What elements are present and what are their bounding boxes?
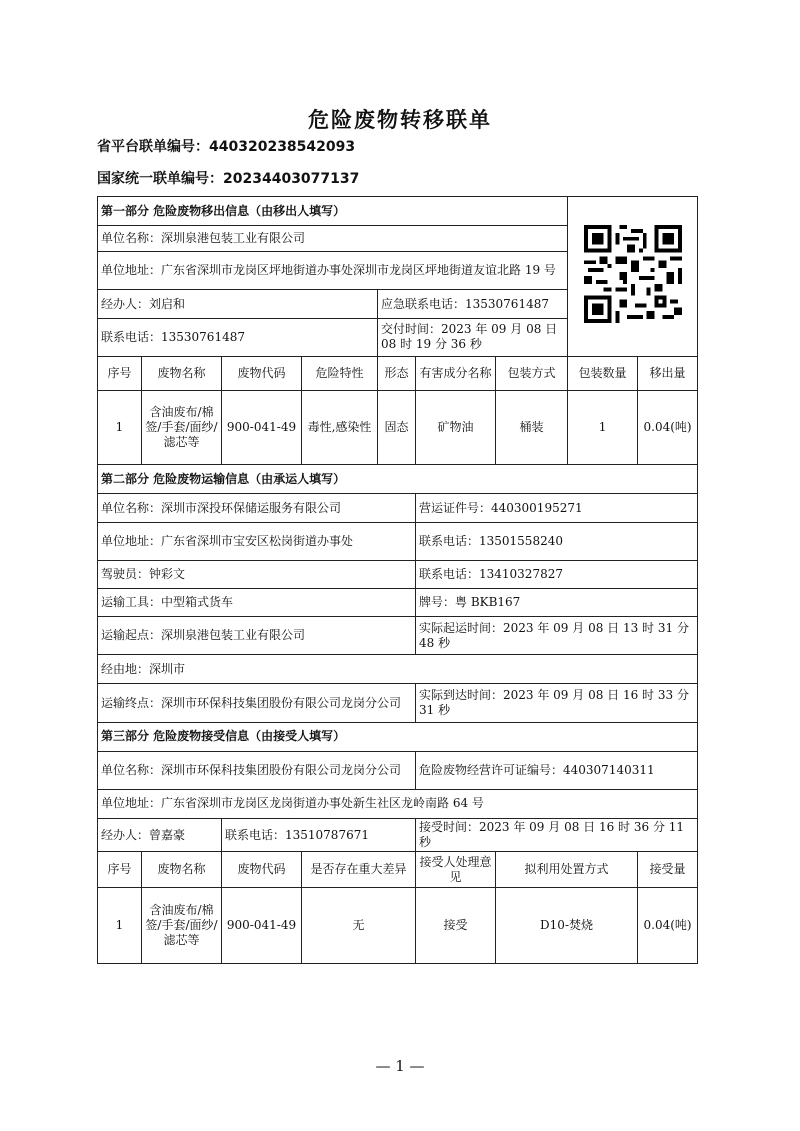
part2-heading: 第二部分 危险废物运输信息（由承运人填写）	[98, 465, 698, 494]
national-number-label: 国家统一联单编号：	[97, 171, 223, 187]
part3-row-cell: 无	[302, 888, 416, 964]
part3-header-cell: 拟利用处置方式	[496, 852, 638, 888]
part1-row-cell: 桶装	[496, 390, 568, 464]
qr-code-cell	[568, 197, 698, 357]
part1-header-cell: 移出量	[638, 356, 698, 390]
part3-unit-name: 单位名称：深圳市环保科技集团股份有限公司龙岗分公司	[98, 751, 416, 789]
part1-header-cell: 序号	[98, 356, 142, 390]
part3-phone: 联系电话：13510787671	[222, 819, 416, 852]
provincial-number-line	[97, 136, 355, 156]
part3-permit-no: 危险废物经营许可证编号：440307140311	[416, 751, 698, 789]
part3-row-cell: 含油废布/棉签/手套/面纱/滤芯等	[142, 888, 222, 964]
part1-header-cell: 废物名称	[142, 356, 222, 390]
part2-driver-phone: 联系电话：13410327827	[416, 560, 698, 588]
part3-header-cell: 接受量	[638, 852, 698, 888]
part2-unit-name: 单位名称：深圳市深投环保储运服务有限公司	[98, 494, 416, 522]
part2-arrival-time: 实际到达时间：2023 年 09 月 08 日 16 时 33 分 31 秒	[416, 684, 698, 722]
part1-handler: 经办人：刘启和	[98, 290, 378, 318]
part3-row-cell: 1	[98, 888, 142, 964]
national-number: 20234403077137	[223, 171, 360, 187]
part1-row-cell: 1	[98, 390, 142, 464]
part2-via: 经由地：深圳市	[98, 655, 698, 684]
part2-end-point: 运输终点：深圳市环保科技集团股份有限公司龙岗分公司	[98, 684, 416, 722]
part1-row-cell: 矿物油	[416, 390, 496, 464]
part1-header-cell: 包装方式	[496, 356, 568, 390]
part3-row-cell: 接受	[416, 888, 496, 964]
part3-header-cell: 序号	[98, 852, 142, 888]
part3-row-cell: 0.04(吨)	[638, 888, 698, 964]
provincial-number-label: 省平台联单编号：	[97, 139, 209, 155]
part1-heading: 第一部分 危险废物移出信息（由移出人填写）	[98, 197, 568, 226]
part3-row-cell: 900-041-49	[222, 888, 302, 964]
part3-handler: 经办人：曾嘉豪	[98, 819, 222, 852]
document-title: 危险废物转移联单	[308, 108, 492, 132]
part1-row-cell: 毒性,感染性	[302, 390, 378, 464]
part1-row-cell: 0.04(吨)	[638, 390, 698, 464]
part1-header-cell: 危险特性	[302, 356, 378, 390]
transfer-form-table	[97, 196, 698, 964]
part1-emergency-phone: 应急联系电话：13530761487	[378, 290, 568, 318]
part2-license-no: 营运证件号：440300195271	[416, 494, 698, 522]
part3-header-cell: 废物代码	[222, 852, 302, 888]
part1-delivery-time: 交付时间：2023 年 09 月 08 日 08 时 19 分 36 秒	[378, 318, 568, 356]
part1-row-cell: 含油废布/棉签/手套/面纱/滤芯等	[142, 390, 222, 464]
part2-unit-address: 单位地址：广东省深圳市宝安区松岗街道办事处	[98, 522, 416, 560]
part2-start-point: 运输起点：深圳泉港包装工业有限公司	[98, 617, 416, 655]
part2-vehicle: 运输工具：中型箱式货车	[98, 588, 416, 616]
part1-row-cell: 900-041-49	[222, 390, 302, 464]
national-number-line	[97, 168, 359, 188]
part1-unit-address: 单位地址：广东省深圳市龙岗区坪地街道办事处深圳市龙岗区坪地街道友谊北路 19 号	[98, 252, 568, 290]
part1-header-cell: 包装数量	[568, 356, 638, 390]
part2-plate: 牌号：粤 BKB167	[416, 588, 698, 616]
part1-phone: 联系电话：13530761487	[98, 318, 378, 356]
part3-heading: 第三部分 危险废物接受信息（由接受人填写）	[98, 722, 698, 751]
page-number: — 1 —	[375, 1057, 425, 1075]
part1-row-cell: 固态	[378, 390, 416, 464]
part2-start-time: 实际起运时间：2023 年 09 月 08 日 13 时 31 分 48 秒	[416, 617, 698, 655]
part1-header-cell: 形态	[378, 356, 416, 390]
part3-header-cell: 接受人处理意见	[416, 852, 496, 888]
part3-unit-address: 单位地址：广东省深圳市龙岗区龙岗街道办事处新生社区龙岭南路 64 号	[98, 789, 698, 818]
part2-driver: 驾驶员：钟彩文	[98, 560, 416, 588]
part1-header-cell: 有害成分名称	[416, 356, 496, 390]
part3-header-cell: 是否存在重大差异	[302, 852, 416, 888]
part3-row-cell: D10-焚烧	[496, 888, 638, 964]
part2-contact-phone: 联系电话：13501558240	[416, 522, 698, 560]
part3-receive-time: 接受时间：2023 年 09 月 08 日 16 时 36 分 11 秒	[416, 819, 698, 852]
provincial-number: 440320238542093	[209, 139, 356, 155]
qr-code-icon	[584, 225, 682, 323]
part3-header-cell: 废物名称	[142, 852, 222, 888]
part1-header-cell: 废物代码	[222, 356, 302, 390]
part1-row-cell: 1	[568, 390, 638, 464]
part1-unit-name: 单位名称：深圳泉港包装工业有限公司	[98, 226, 568, 252]
